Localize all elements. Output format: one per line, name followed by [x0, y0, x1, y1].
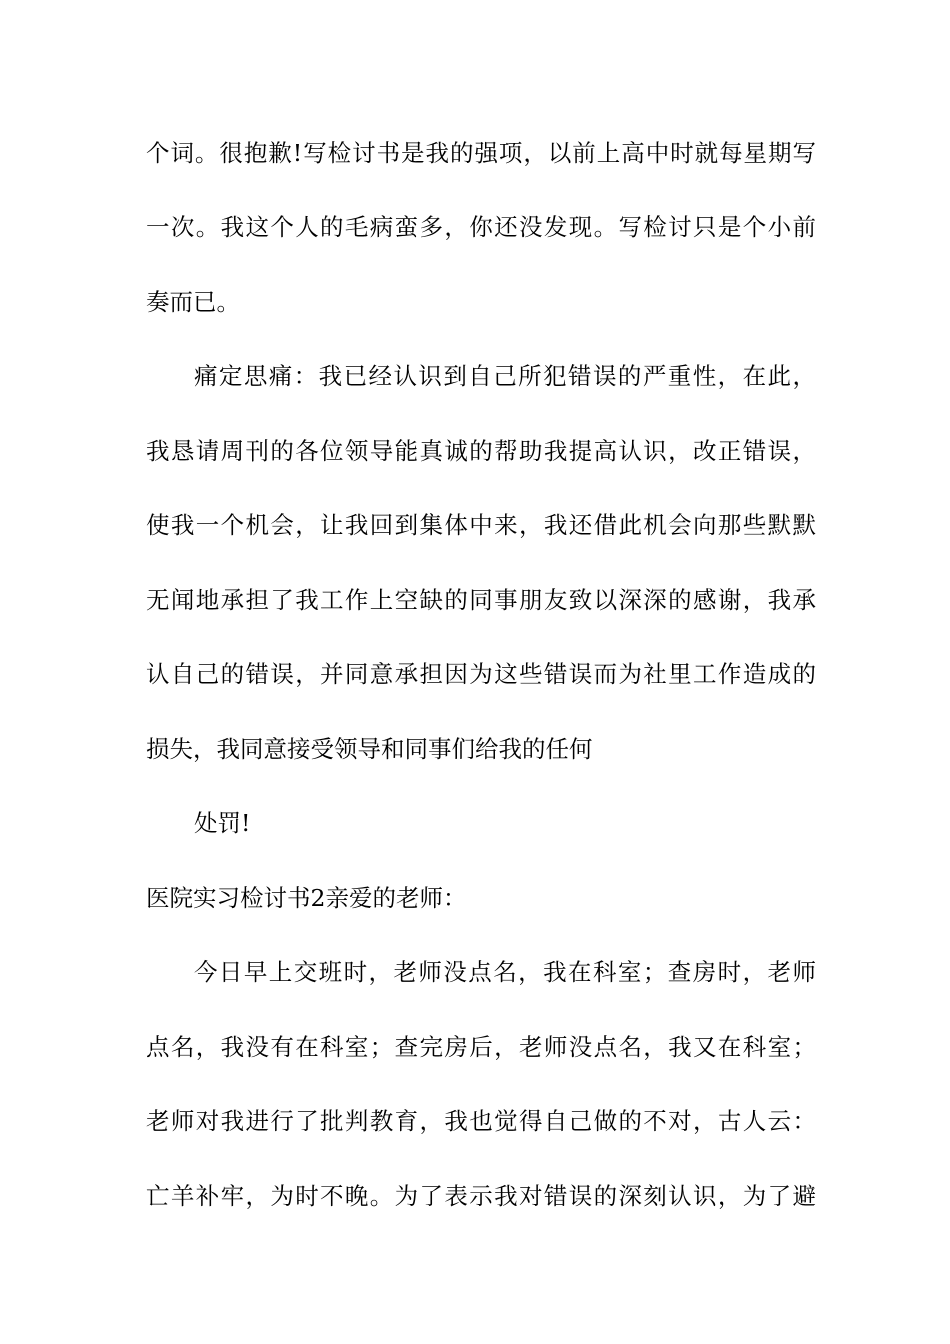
text-line: 损失，我同意接受领导和同事们给我的任何	[146, 735, 593, 763]
text-line: 无闻地承担了我工作上空缺的同事朋友致以深深的感谢，我承	[146, 586, 816, 614]
text-line: 认自己的错误，并同意承担因为这些错误而为社里工作造成的	[146, 660, 816, 688]
paragraph-first-line: 处罚!	[194, 809, 251, 837]
paragraph-first-line: 今日早上交班时，老师没点名，我在科室；查房时，老师	[194, 958, 816, 986]
text-line: 一次。我这个人的毛病蛮多，你还没发现。写检讨只是个小前	[146, 213, 816, 241]
text-line: 老师对我进行了批判教育，我也觉得自己做的不对，古人云：	[146, 1107, 816, 1135]
text-line: 个词。很抱歉!写检讨书是我的强项，以前上高中时就每星期写	[146, 139, 816, 167]
section-heading: 医院实习检讨书2亲爱的老师：	[146, 884, 467, 912]
text-line: 使我一个机会，让我回到集体中来，我还借此机会向那些默默	[146, 511, 816, 539]
text-line: 亡羊补牢，为时不晚。为了表示我对错误的深刻认识，为了避	[146, 1182, 816, 1210]
text-line: 我恳请周刊的各位领导能真诚的帮助我提高认识，改正错误，	[146, 437, 816, 465]
text-line: 点名，我没有在科室；查完房后，老师没点名，我又在科室；	[146, 1033, 816, 1061]
paragraph-first-line: 痛定思痛：我已经认识到自己所犯错误的严重性，在此，	[194, 362, 816, 390]
text-line: 奏而已。	[146, 288, 240, 316]
